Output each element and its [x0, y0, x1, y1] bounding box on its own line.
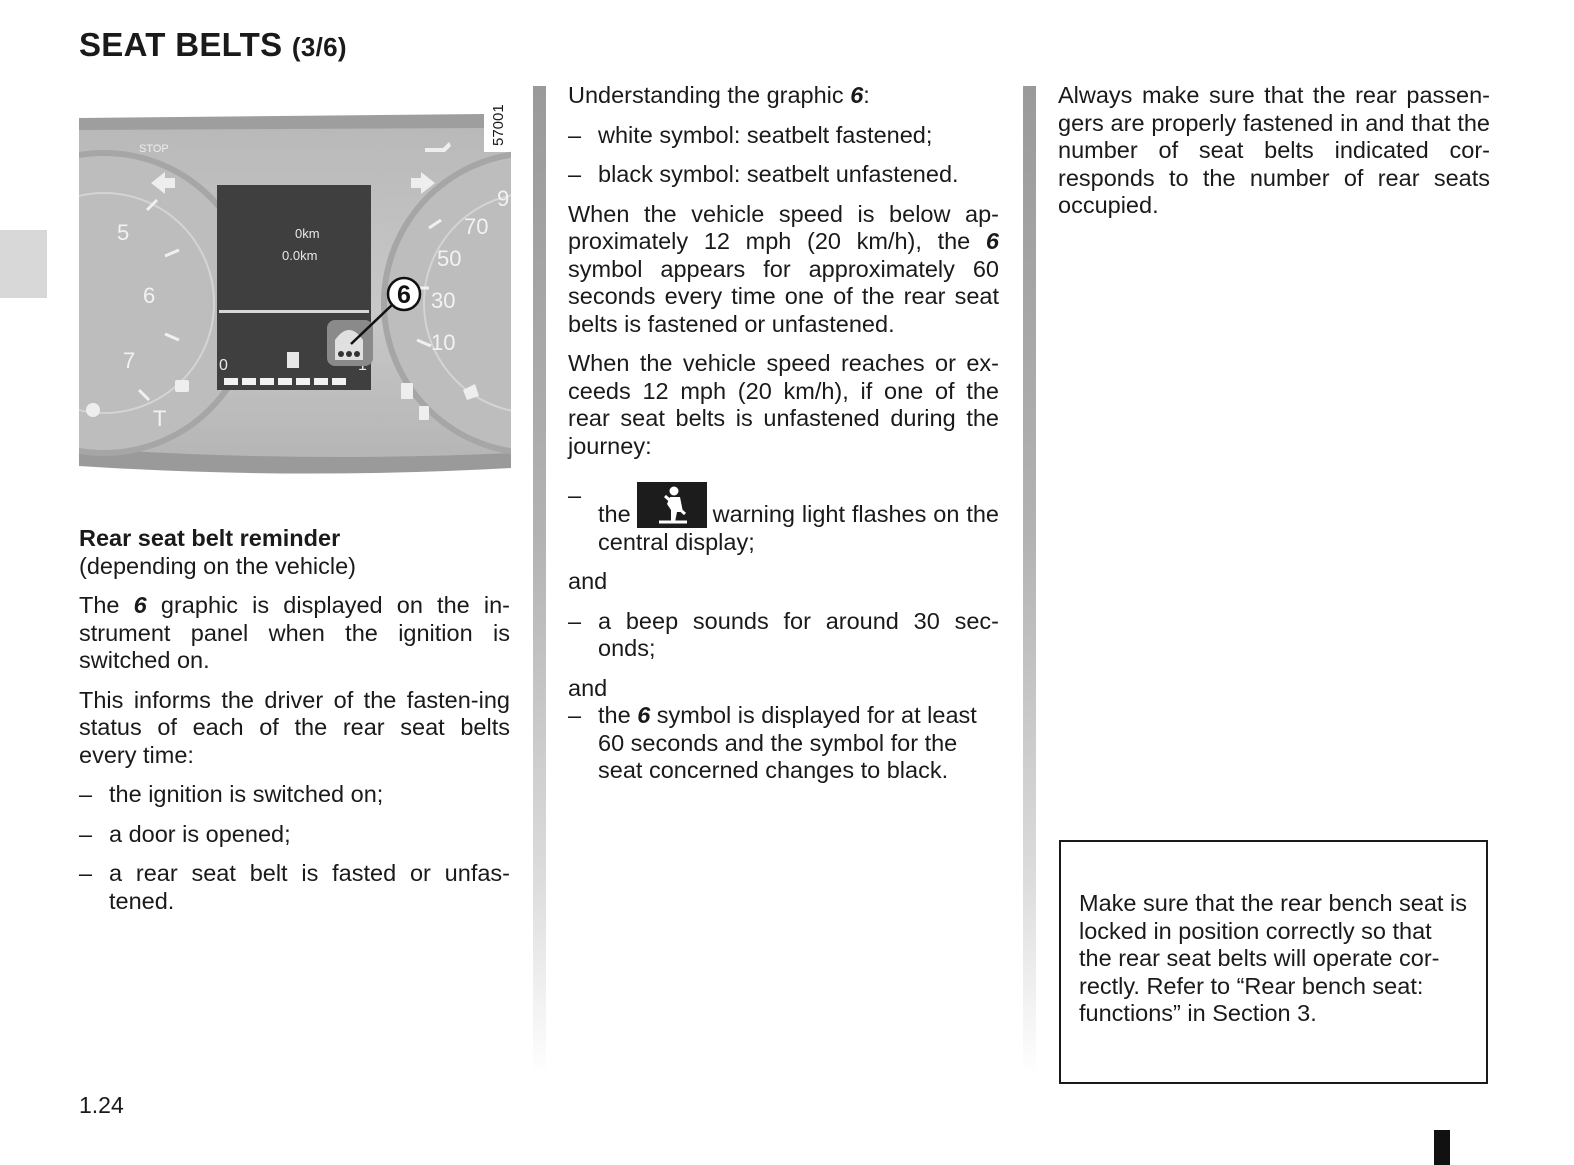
trip-distance-2: 0.0km [282, 248, 318, 263]
graphic-ref-6: 6 [985, 228, 999, 254]
rear-belt-reminder-subheading: (depending on the vehicle) [79, 552, 356, 579]
speed-tick-50: 50 [437, 246, 462, 271]
beep-item: – a beep sounds for around 30 sec-onds; [568, 608, 999, 663]
rev-tick-6: 6 [143, 283, 156, 308]
lamp-icon [86, 403, 100, 417]
column-divider-right [1023, 86, 1036, 1076]
speed-tick-30: 30 [431, 288, 456, 313]
rev-tick-7: 7 [123, 348, 136, 373]
page-title [79, 26, 347, 64]
graphic-ref-6: 6 [133, 592, 147, 618]
display-separator [219, 310, 369, 313]
middle-paragraph-2: When the vehicle speed reaches or ex-ceeds 12 mph (20 km/h), if one of the rear seat belts is unfastened during the journey: [568, 350, 999, 459]
trip-distance-1: 0km [295, 226, 320, 241]
rear-seat-belt-graphic [327, 320, 373, 366]
instrument-panel-illustration [79, 88, 511, 508]
list-item: – white symbol: seatbelt fastened; [568, 122, 999, 150]
left-column [79, 525, 510, 927]
title-part: (3/6) [291, 32, 347, 62]
list-item: – a door is opened; [79, 821, 510, 849]
notice-text: Make sure that the rear bench seat is locked in position correctly so that the rear seat belts will operate cor-rectly. Refer to “Rear bench seat: functions” in Section 3. [1079, 890, 1467, 1026]
title-main: SEAT BELTS [79, 26, 283, 63]
temp-letter: T [153, 406, 167, 431]
right-paragraph-1: Always make sure that the rear passen-gers are properly fastened in and that the number of seat belts indicated cor-responds to the number of rear seats occupied. [1058, 82, 1490, 218]
list-item: – black symbol: seatbelt unfastened. [568, 161, 999, 189]
speed-tick-10: 10 [431, 330, 456, 355]
graphic-ref-6: 6 [850, 82, 864, 108]
left-paragraph-1: The 6 graphic is displayed on the in-strument panel when the ignition is switched on. [79, 592, 511, 673]
corner-marker [1434, 1130, 1450, 1165]
figure-ref-code: 57001 [490, 104, 507, 146]
graphic-ref-6: 6 [637, 702, 651, 728]
fuel-level-bar [224, 378, 346, 385]
symbol-black-item: – the 6 symbol is displayed for at least 60 seconds and the symbol for the seat concerned changes to black. [568, 702, 999, 785]
stop-label: STOP [139, 143, 169, 155]
coolant-icon [175, 380, 189, 392]
seatbelt-warning-icon [637, 482, 707, 528]
middle-column [568, 82, 999, 797]
list-item: – the ignition is switched on; [79, 781, 510, 809]
page-number: 1.24 [79, 1092, 124, 1118]
conjunction-and: and [568, 568, 608, 594]
left-heading-block [79, 525, 510, 580]
conjunction-and: and [568, 674, 608, 701]
column-divider-left [533, 86, 546, 1076]
right-column [1058, 82, 1490, 232]
left-paragraph-2: This informs the driver of the fasten-ing status of each of the rear seat belts every time: [79, 686, 510, 768]
list-item: – a rear seat belt is fasted or unfas-tened. [79, 860, 510, 915]
section-tab [0, 230, 47, 298]
rev-tick-5: 5 [117, 220, 130, 245]
cluster-top-rim [79, 114, 484, 130]
speed-tick-partial: 9 [497, 186, 510, 211]
fuel-scale-min: 0 [219, 357, 228, 374]
display-fuel-icon [287, 352, 299, 368]
graphic-intro: Understanding the graphic 6: [568, 82, 870, 108]
speed-tick-70: 70 [464, 214, 489, 239]
notice-box [1059, 840, 1488, 1084]
instrument-panel-figure [79, 88, 511, 508]
fuel-pump-icon [401, 383, 413, 399]
rear-belt-reminder-heading: Rear seat belt reminder [79, 525, 341, 551]
callout-number: 6 [397, 281, 411, 309]
middle-paragraph-1: When the vehicle speed is below ap-proximately 12 mph (20 km/h), the 6 symbol appears for approximately 60 seconds every time one of the rear seat belts is fastened or unfastened. [568, 200, 999, 337]
warning-light-item: – the warning light flashes on the central display; [568, 482, 999, 556]
gas-icon [419, 406, 429, 420]
